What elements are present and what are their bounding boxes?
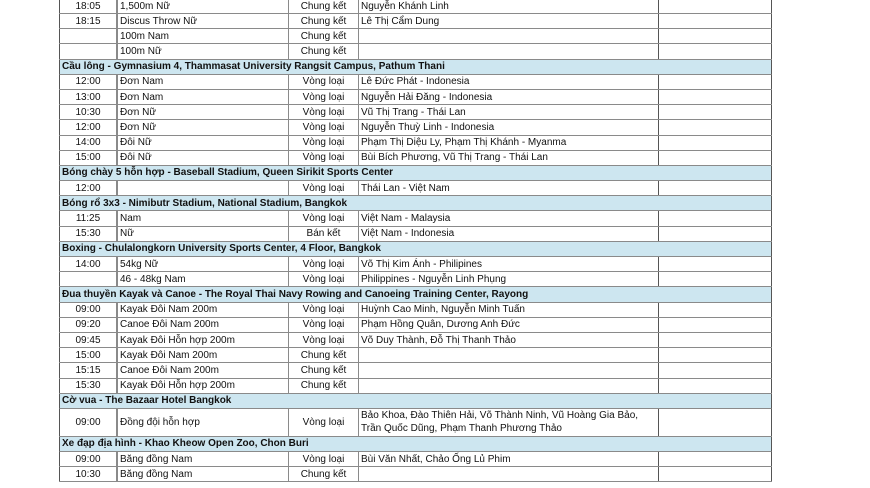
notes-cell [659, 467, 772, 481]
table-row [59, 90, 772, 105]
table-row [59, 467, 772, 482]
notes-cell [659, 227, 772, 241]
notes-cell [659, 0, 772, 13]
event-cell: 100m Nam [117, 29, 289, 43]
round-cell: Chung kết [289, 467, 359, 481]
table-row [59, 452, 772, 467]
section-header: Đua thuyền Kayak và Canoe - The Royal Thai Navy Rowing and Canoeing Training Center, Rayong [59, 287, 772, 302]
table-row [59, 272, 772, 287]
time-cell: 15:00 [59, 348, 117, 362]
time-cell [59, 44, 117, 58]
athletes-cell: Huỳnh Cao Minh, Nguyễn Minh Tuấn [359, 303, 659, 317]
notes-cell [659, 75, 772, 89]
notes-cell [659, 348, 772, 362]
round-cell: Vòng loại [289, 303, 359, 317]
event-cell [117, 181, 289, 195]
athletes-cell: Bảo Khoa, Đào Thiên Hải, Võ Thành Ninh, Vũ Hoàng Gia Bảo, Trần Quốc Dũng, Phạm Thanh Phương Thảo [359, 409, 659, 436]
notes-cell [659, 379, 772, 393]
notes-cell [659, 318, 772, 332]
event-cell: 100m Nữ [117, 44, 289, 58]
time-cell: 15:00 [59, 151, 117, 165]
table-row [59, 136, 772, 151]
time-cell: 12:00 [59, 181, 117, 195]
athletes-cell: Việt Nam - Indonesia [359, 227, 659, 241]
athletes-cell [359, 348, 659, 362]
event-cell: Đơn Nam [117, 90, 289, 104]
table-row [59, 14, 772, 29]
athletes-cell: Nguyễn Hải Đăng - Indonesia [359, 90, 659, 104]
table-row [59, 318, 772, 333]
notes-cell [659, 211, 772, 225]
time-cell: 18:05 [59, 0, 117, 13]
round-cell: Vòng loại [289, 105, 359, 119]
event-cell: Kayak Đôi Hỗn hợp 200m [117, 333, 289, 347]
table-row [59, 29, 772, 44]
notes-cell [659, 151, 772, 165]
athletes-cell: Philippines - Nguyễn Linh Phụng [359, 272, 659, 286]
athletes-cell: Phạm Thị Diệu Ly, Phạm Thị Khánh - Myanma [359, 136, 659, 150]
table-row [59, 363, 772, 378]
athletes-cell [359, 363, 659, 377]
schedule-table [59, 0, 772, 482]
time-cell: 12:00 [59, 120, 117, 134]
round-cell: Chung kết [289, 363, 359, 377]
section-header: Xe đạp địa hình - Khao Kheow Open Zoo, Chon Buri [59, 437, 772, 452]
round-cell: Chung kết [289, 14, 359, 28]
round-cell: Chung kết [289, 0, 359, 13]
round-cell: Vòng loại [289, 90, 359, 104]
round-cell: Bán kết [289, 227, 359, 241]
athletes-cell: Bùi Bích Phương, Vũ Thị Trang - Thái Lan [359, 151, 659, 165]
round-cell: Vòng loại [289, 211, 359, 225]
time-cell: 15:30 [59, 227, 117, 241]
event-cell: Băng đồng Nam [117, 467, 289, 481]
event-cell: Nữ [117, 227, 289, 241]
notes-cell [659, 272, 772, 286]
table-row [59, 44, 772, 59]
time-cell: 14:00 [59, 136, 117, 150]
time-cell: 09:45 [59, 333, 117, 347]
event-cell: Kayak Đôi Nam 200m [117, 303, 289, 317]
table-row [59, 333, 772, 348]
time-cell: 15:15 [59, 363, 117, 377]
athletes-cell: Nguyễn Thuỳ Linh - Indonesia [359, 120, 659, 134]
athletes-cell: Phạm Hồng Quân, Dương Anh Đức [359, 318, 659, 332]
table-row [59, 348, 772, 363]
round-cell: Chung kết [289, 44, 359, 58]
athletes-cell [359, 44, 659, 58]
round-cell: Vòng loại [289, 181, 359, 195]
table-row [59, 257, 772, 272]
round-cell: Vòng loại [289, 452, 359, 466]
event-cell: Canoe Đôi Nam 200m [117, 318, 289, 332]
notes-cell [659, 105, 772, 119]
notes-cell [659, 14, 772, 28]
athletes-cell: Việt Nam - Malaysia [359, 211, 659, 225]
event-cell: Đôi Nữ [117, 151, 289, 165]
notes-cell [659, 181, 772, 195]
round-cell: Vòng loại [289, 151, 359, 165]
time-cell: 15:30 [59, 379, 117, 393]
notes-cell [659, 409, 772, 436]
time-cell: 12:00 [59, 75, 117, 89]
table-row [59, 409, 772, 437]
table-row [59, 379, 772, 394]
time-cell: 09:00 [59, 452, 117, 466]
event-cell: 46 - 48kg Nam [117, 272, 289, 286]
table-row [59, 0, 772, 14]
event-cell: Đơn Nữ [117, 120, 289, 134]
table-row [59, 120, 772, 135]
event-cell: Đơn Nữ [117, 105, 289, 119]
notes-cell [659, 303, 772, 317]
event-cell: Nam [117, 211, 289, 225]
time-cell: 09:00 [59, 409, 117, 436]
section-header: Cờ vua - The Bazaar Hotel Bangkok [59, 394, 772, 409]
event-cell: Đôi Nữ [117, 136, 289, 150]
event-cell: Kayak Đôi Nam 200m [117, 348, 289, 362]
table-row [59, 211, 772, 226]
section-header: Cầu lông - Gymnasium 4, Thammasat University Rangsit Campus, Pathum Thani [59, 60, 772, 75]
table-row [59, 105, 772, 120]
event-cell: Kayak Đôi Hỗn hợp 200m [117, 379, 289, 393]
round-cell: Vòng loại [289, 318, 359, 332]
notes-cell [659, 333, 772, 347]
athletes-cell: Lê Đức Phát - Indonesia [359, 75, 659, 89]
section-header: Bóng rổ 3x3 - Nimibutr Stadium, National Stadium, Bangkok [59, 196, 772, 211]
round-cell: Vòng loại [289, 257, 359, 271]
round-cell: Vòng loại [289, 75, 359, 89]
time-cell: 10:30 [59, 467, 117, 481]
event-cell: Băng đồng Nam [117, 452, 289, 466]
time-cell: 09:20 [59, 318, 117, 332]
event-cell: Đồng đội hỗn hợp [117, 409, 289, 436]
event-cell: Discus Throw Nữ [117, 14, 289, 28]
round-cell: Vòng loại [289, 272, 359, 286]
notes-cell [659, 452, 772, 466]
round-cell: Chung kết [289, 379, 359, 393]
section-header: Bóng chày 5 hỗn hợp - Baseball Stadium, Queen Sirikit Sports Center [59, 166, 772, 181]
notes-cell [659, 363, 772, 377]
event-cell: Canoe Đôi Nam 200m [117, 363, 289, 377]
athletes-cell: Lê Thị Cẩm Dung [359, 14, 659, 28]
notes-cell [659, 136, 772, 150]
event-cell: 54kg Nữ [117, 257, 289, 271]
time-cell: 11:25 [59, 211, 117, 225]
round-cell: Chung kết [289, 348, 359, 362]
time-cell: 10:30 [59, 105, 117, 119]
notes-cell [659, 257, 772, 271]
event-cell: 1,500m Nữ [117, 0, 289, 13]
notes-cell [659, 90, 772, 104]
table-row [59, 75, 772, 90]
athletes-cell [359, 467, 659, 481]
time-cell [59, 272, 117, 286]
time-cell: 14:00 [59, 257, 117, 271]
round-cell: Vòng loại [289, 333, 359, 347]
time-cell [59, 29, 117, 43]
notes-cell [659, 29, 772, 43]
table-row [59, 303, 772, 318]
athletes-cell: Vũ Thị Trang - Thái Lan [359, 105, 659, 119]
athletes-cell: Võ Duy Thành, Đỗ Thị Thanh Thảo [359, 333, 659, 347]
round-cell: Vòng loại [289, 120, 359, 134]
table-row [59, 151, 772, 166]
notes-cell [659, 120, 772, 134]
athletes-cell: Thái Lan - Việt Nam [359, 181, 659, 195]
time-cell: 13:00 [59, 90, 117, 104]
table-row [59, 227, 772, 242]
time-cell: 18:15 [59, 14, 117, 28]
section-header: Boxing - Chulalongkorn University Sports Center, 4 Floor, Bangkok [59, 242, 772, 257]
table-row [59, 181, 772, 196]
athletes-cell [359, 29, 659, 43]
athletes-cell: Nguyễn Khánh Linh [359, 0, 659, 13]
athletes-cell: Bùi Văn Nhất, Chảo Ống Lủ Phim [359, 452, 659, 466]
athletes-cell [359, 379, 659, 393]
time-cell: 09:00 [59, 303, 117, 317]
event-cell: Đơn Nam [117, 75, 289, 89]
round-cell: Chung kết [289, 29, 359, 43]
round-cell: Vòng loại [289, 136, 359, 150]
round-cell: Vòng loại [289, 409, 359, 436]
athletes-cell: Võ Thị Kim Ánh - Philipines [359, 257, 659, 271]
notes-cell [659, 44, 772, 58]
